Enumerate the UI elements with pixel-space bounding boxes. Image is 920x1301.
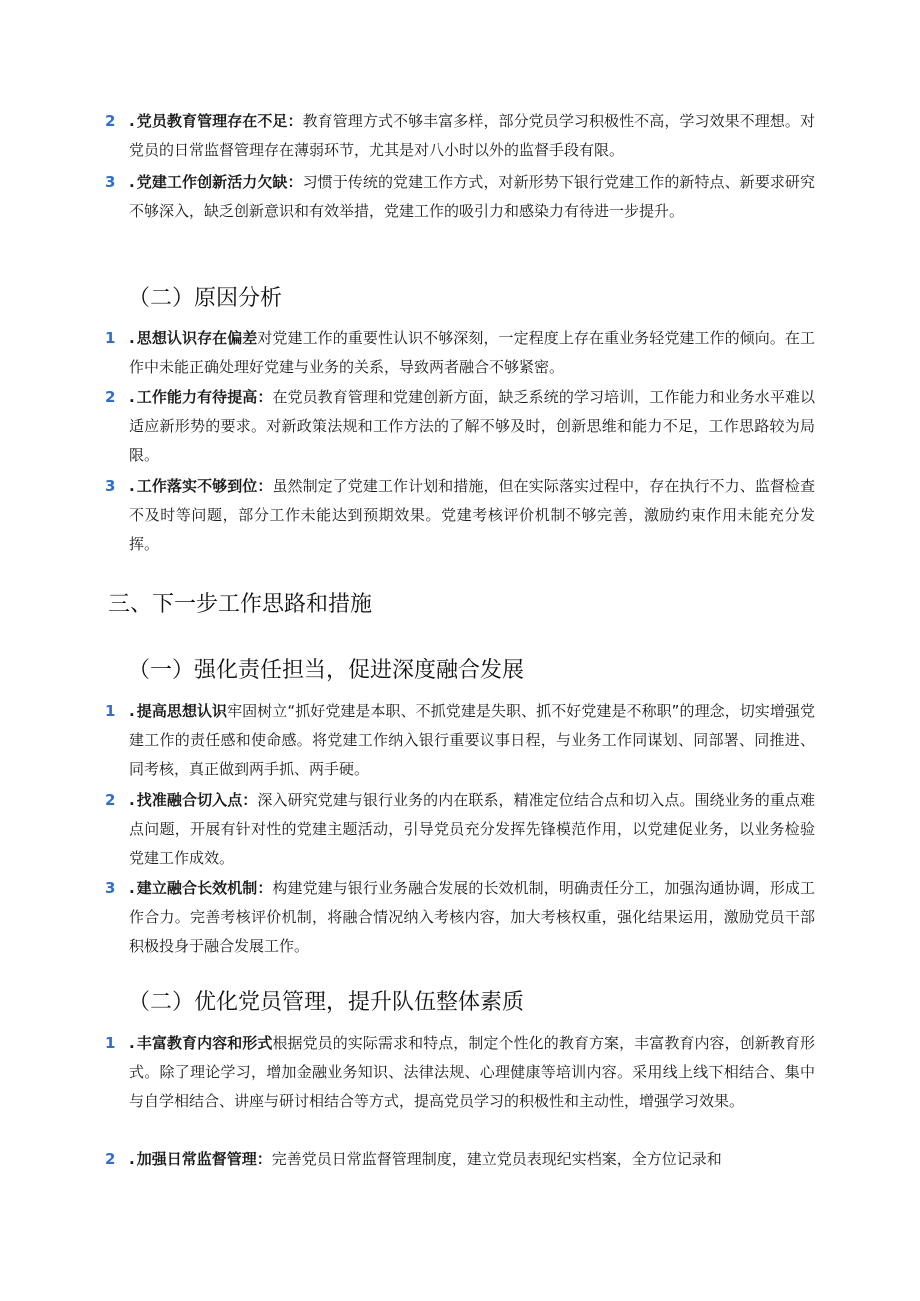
item-number: 2	[105, 791, 116, 809]
item-lead: . 建立融合长效机制：	[129, 879, 272, 897]
item-text: 在党员教育管理和党建创新方面，缺乏系统的学习培训，工作能力和业务水平难以适应新形势的要求。对新政策法规和工作方法的了解不够及时，创新思维和能力不足，工作思路较为局限。	[129, 388, 815, 464]
item-text: 牢固树立“抓好党建是本职、不抓党建是失职、抓不好党建是不称职”的理念，切实增强党建工作的责任感和使命感。将党建工作纳入银行重要议事日程，与业务工作同谋划、同部署、同推进、同考核，真正做到两手抓、两手硬。	[129, 702, 815, 778]
item-body	[105, 472, 815, 559]
item-body	[105, 874, 815, 961]
section-heading: （二）优化党员管理，提升队伍整体素质	[128, 990, 525, 1015]
item-body	[105, 1029, 815, 1116]
item-lead: . 思想认识存在偏差	[129, 329, 257, 347]
item-body	[105, 383, 815, 470]
section-heading: （一）强化责任担当，促进深度融合发展	[128, 658, 525, 683]
item-body	[105, 324, 815, 382]
item-number: 2	[105, 388, 116, 406]
item-lead: . 提高思想认识	[129, 702, 227, 720]
list-item	[105, 786, 815, 873]
item-lead: . 工作落实不够到位：	[129, 477, 272, 495]
list-item	[105, 874, 815, 961]
item-body	[105, 786, 815, 873]
item-text: 深入研究党建与银行业务的内在联系，精准定位结合点和切入点。围绕业务的重点难点问题，开展有针对性的党建主题活动，引导党员充分发挥先锋模范作用，以党建促业务，以业务检验党建工作成效。	[129, 791, 815, 867]
item-number: 1	[105, 329, 116, 347]
item-lead: . 找准融合切入点：	[129, 791, 257, 809]
item-number: 3	[105, 477, 116, 495]
item-number: 2	[105, 1150, 116, 1168]
item-body	[105, 107, 815, 165]
item-text: 完善党员日常监督管理制度，建立党员表现纪实档案，全方位记录和	[271, 1150, 722, 1168]
item-number: 3	[105, 173, 116, 191]
list-item	[105, 383, 815, 470]
item-text: 根据党员的实际需求和特点，制定个性化的教育方案，丰富教育内容，创新教育形式。除了理论学习，增加金融业务知识、法律法规、心理健康等培训内容。采用线上线下相结合、集中与自学相结合、讲座与研讨相结合等方式，提高党员学习的积极性和主动性，增强学习效果。	[129, 1034, 815, 1110]
item-body	[105, 168, 815, 226]
item-body	[105, 697, 815, 784]
list-item	[105, 324, 815, 382]
item-text: 构建党建与银行业务融合发展的长效机制，明确责任分工，加强沟通协调，形成工作合力。完善考核评价机制，将融合情况纳入考核内容，加大考核权重，强化结果运用，激励党员干部积极投身于融合发展工作。	[129, 879, 815, 955]
list-item	[105, 697, 815, 784]
item-number: 3	[105, 879, 116, 897]
item-lead: . 加强日常监督管理：	[129, 1150, 272, 1168]
item-text: 教育管理方式不够丰富多样，部分党员学习积极性不高，学习效果不理想。对党员的日常监督管理存在薄弱环节，尤其是对八小时以外的监督手段有限。	[129, 112, 815, 159]
item-lead: . 丰富教育内容和形式	[129, 1034, 272, 1052]
chapter-title: 三、下一步工作思路和措施	[108, 592, 373, 617]
list-item	[105, 168, 815, 226]
item-number: 1	[105, 1034, 116, 1052]
section-heading: （二）原因分析	[128, 286, 283, 311]
item-body	[105, 1145, 815, 1174]
item-number: 1	[105, 702, 116, 720]
item-text: 习惯于传统的党建工作方式，对新形势下银行党建工作的新特点、新要求研究不够深入，缺乏创新意识和有效举措，党建工作的吸引力和感染力有待进一步提升。	[129, 173, 815, 220]
item-text: 虽然制定了党建工作计划和措施，但在实际落实过程中，存在执行不力、监督检查不及时等问题，部分工作未能达到预期效果。党建考核评价机制不够完善，激励约束作用未能充分发挥。	[129, 477, 815, 553]
item-lead: . 党员教育管理存在不足：	[129, 112, 303, 130]
item-lead: . 党建工作创新活力欠缺：	[129, 173, 303, 191]
list-item	[105, 472, 815, 559]
item-text: 对党建工作的重要性认识不够深刻，一定程度上存在重业务轻党建工作的倾向。在工作中未能正确处理好党建与业务的关系，导致两者融合不够紧密。	[129, 329, 815, 376]
list-item	[105, 1029, 815, 1116]
list-item	[105, 107, 815, 165]
item-number: 2	[105, 112, 116, 130]
list-item	[105, 1145, 815, 1174]
item-lead: . 工作能力有待提高：	[129, 388, 272, 406]
